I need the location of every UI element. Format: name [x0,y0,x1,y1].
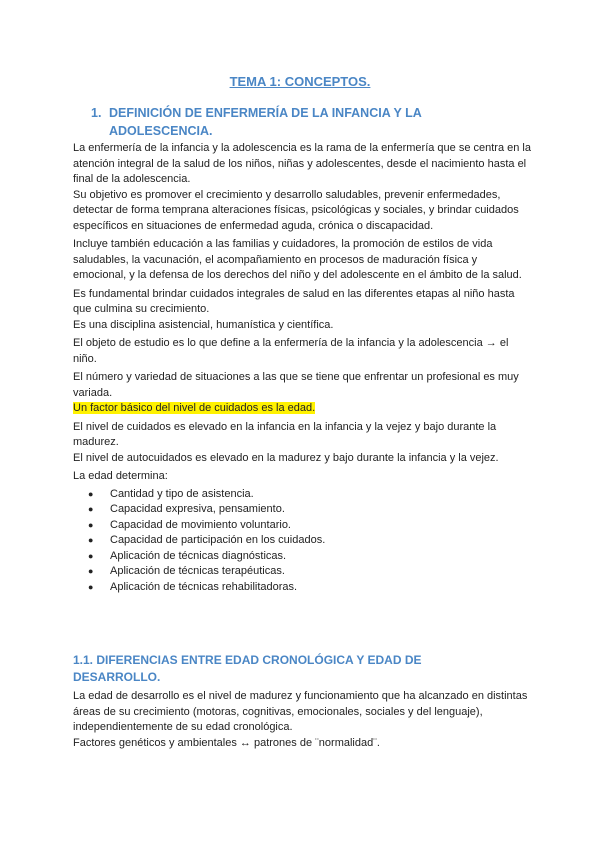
list-item: ● Capacidad de participación en los cuidados. [73,533,533,549]
paragraph: El objeto de estudio es lo que define a la enfermería de la infancia y la adolescencia → el niño. [73,337,509,365]
section-number: 1. [91,106,102,120]
subsection-body [73,689,533,751]
paragraph: Es una disciplina asistencial, humanística y científica. [73,318,334,331]
section-heading-text: DEFINICIÓN DE ENFERMERÍA DE LA INFANCIA Y LA ADOLESCENCIA. [109,106,422,138]
bullet-list [73,487,533,596]
highlighted-paragraph [73,401,533,417]
highlighted-text: Un factor básico del nivel de cuidados es la edad. [73,402,316,414]
list-item: ● Aplicación de técnicas rehabilitadoras. [73,580,533,596]
paragraph: El nivel de cuidados es elevado en la infancia en la infancia y la vejez y bajo durante la madurez. [73,420,497,448]
section-heading-1 [91,104,451,140]
list-item: ● Aplicación de técnicas diagnósticas. [73,549,533,565]
paragraph: La enfermería de la infancia y la adolescencia es la rama de la enfermería que se centra en la atención integral de la salud de los niños, niñas y adolescentes, desde el nacimiento hasta el final de la adolescencia. [73,142,531,185]
section-body [73,141,533,599]
list-item: ● Capacidad expresiva, pensamiento. [73,502,533,518]
subsection-heading: 1.1. DIFERENCIAS ENTRE EDAD CRONOLÓGICA Y EDAD DE DESARROLLO. [73,653,422,684]
paragraph: La edad de desarrollo es el nivel de madurez y funcionamiento que ha alcanzado en distintas áreas de su crecimiento (motoras, cognitivas, emocionales, sociales y del lenguaje), independientemente de su edad cronológica. [73,690,528,733]
paragraph: El nivel de autocuidados es elevado en la madurez y bajo durante la infancia y la vejez. [73,451,499,464]
paragraph: Su objetivo es promover el crecimiento y desarrollo saludables, prevenir enfermedades, detectar de forma temprana alteraciones físicas, psicológicas y sociales, y brindar cuidados específicos en situaciones de enfermedad aguda, crónica o discapacidad. [73,188,519,232]
paragraph: Es fundamental brindar cuidados integrales de salud en las diferentes etapas al niño hasta que culmina su crecimiento. [73,287,515,315]
list-item: ● Aplicación de técnicas terapéuticas. [73,564,533,580]
paragraph: La edad determina: [73,470,168,482]
page-title: TEMA 1: CONCEPTOS. [229,74,371,89]
paragraph: Incluye también educación a las familias y cuidadores, la promoción de estilos de vida saludables, la vacunación, el acompañamiento en procesos de maduración física y emocional, y la defensa de los derechos del niño y del adolescente en el ámbito de la salud. [73,238,522,281]
list-item: ● Capacidad de movimiento voluntario. [73,518,533,534]
paragraph: Factores genéticos y ambientales ↔ patrones de ¨normalidad¨. [73,736,380,749]
list-item: ● Cantidad y tipo de asistencia. [73,487,533,503]
paragraph: El número y variedad de situaciones a las que se tiene que enfrentar un profesional es muy variada. [73,371,519,399]
